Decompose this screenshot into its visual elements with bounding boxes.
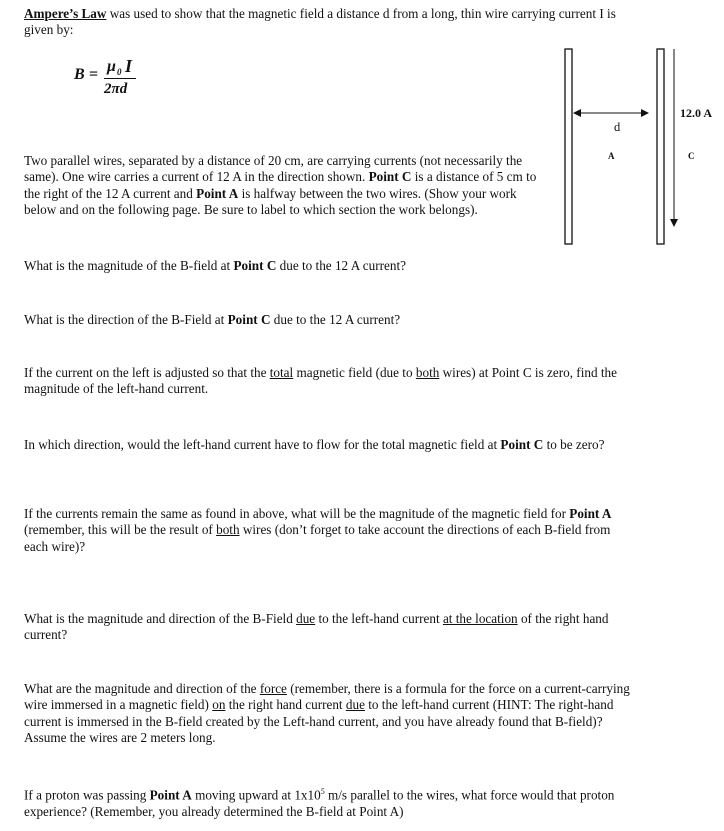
question-4 <box>24 437 649 453</box>
q7-underline-force: force <box>259 681 287 696</box>
question-8 <box>24 784 644 820</box>
setup-text-2: is a distance of 5 cm to the right of the 12 A current and <box>24 169 537 201</box>
q7-text-a: What are the magnitude and direction of the <box>24 681 260 696</box>
setup-text-1: Two parallel wires, separated by a distance of 20 cm, are carrying currents (not necessarily the same). One wire carries a current of 12 A in the direction shown. <box>24 153 523 185</box>
q4-point: Point C <box>500 437 544 452</box>
q1-point: Point C <box>233 258 277 273</box>
q5-text-b: (remember, this will be the result of <box>24 522 217 538</box>
fraction-bar <box>104 78 136 79</box>
wire-diagram <box>560 44 724 254</box>
q6-text-b: to the left-hand current <box>315 611 443 626</box>
q7-underline-due: due <box>345 697 365 713</box>
formula-denominator: 2πd <box>104 81 128 97</box>
q4-text-b: to be zero? <box>543 437 605 452</box>
q5-text-c: wires (don’t forget to take account the directions of each B-field from each wire)? <box>24 522 611 554</box>
question-2 <box>24 312 644 328</box>
q8-exponent: 5 <box>320 787 325 796</box>
question-1 <box>24 258 644 274</box>
formula-mu-sub: 0 <box>117 67 122 77</box>
formula-lhs: B <box>74 66 85 83</box>
q3-text-b: magnetic field (due to <box>293 365 416 380</box>
formula-mu: μ <box>107 58 116 75</box>
question-3 <box>24 365 639 398</box>
setup-point-c: Point C <box>368 169 412 185</box>
q4-text-a: In which direction, would the left-hand current have to flow for the total magnetic field at <box>24 437 501 452</box>
right-wire <box>657 49 664 244</box>
question-6 <box>24 611 649 644</box>
q2-point: Point C <box>227 312 271 327</box>
question-7 <box>24 681 644 747</box>
q2-text-b: due to the 12 A current? <box>270 312 401 327</box>
setup-text-3: is halfway between the two wires. (Show your work below and on the following page. Be sure to label to which section the work belongs). <box>24 185 517 218</box>
q5-text-a: If the currents remain the same as found in above, what will be the magnitude of the magnetic field for <box>24 506 570 521</box>
q8-point: Point A <box>149 787 192 803</box>
q7-text-d: to the left-hand current (HINT: The right-hand current is immersed in the B-field created by the Left-hand current, and you have already found that B-field)? Assume the wires are 2 meters long. <box>24 697 614 746</box>
q5-underline-both: both <box>216 522 240 538</box>
q6-underline-due: due <box>296 611 316 626</box>
q6-text-c: of the right hand current? <box>24 611 609 643</box>
q6-text-a: What is the magnitude and direction of the B-Field <box>24 611 297 626</box>
q3-text-a: If the current on the left is adjusted so that the <box>24 365 270 380</box>
q5-point: Point A <box>569 506 612 521</box>
q2-text-a: What is the direction of the B-Field at <box>24 312 228 327</box>
q1-text-a: What is the magnitude of the B-field at <box>24 258 234 273</box>
q6-underline-location: at the location <box>442 611 518 626</box>
q7-text-b: (remember, there is a formula for the force on a current-carrying wire immersed in a magnetic field) <box>24 681 630 713</box>
distance-label: d <box>614 120 621 134</box>
point-c-label: C <box>688 151 695 161</box>
formula-equals: = <box>89 66 99 83</box>
q7-underline-on: on <box>212 697 226 713</box>
q1-text-b: due to the 12 A current? <box>276 258 406 273</box>
q3-text-c: wires) at Point C is zero, find the magnitude of the left-hand current. <box>24 365 617 397</box>
q7-text-c: the right hand current <box>225 697 346 713</box>
setup-point-a: Point A <box>196 185 239 201</box>
setup-paragraph <box>24 153 544 219</box>
left-wire <box>565 49 572 244</box>
point-a-label: A <box>608 151 615 161</box>
law-name: Ampere’s Law <box>24 6 107 21</box>
question-5 <box>24 506 634 555</box>
q3-underline-total: total <box>269 365 294 380</box>
q8-text-b: moving upward at 1x10 <box>191 787 321 803</box>
intro-paragraph <box>24 6 624 39</box>
q3-underline-both: both <box>415 365 440 380</box>
intro-text: was used to show that the magnetic field a distance d from a long, thin wire carrying current I is given by: <box>24 6 616 38</box>
current-label: 12.0 A <box>680 106 713 120</box>
wire-diagram-svg <box>560 44 724 254</box>
formula-current: I <box>125 56 133 76</box>
q8-text-a: If a proton was passing <box>24 787 150 803</box>
q8-text-c: m/s parallel to the wires, what force would that proton experience? (Remember, you already determined the B-field at Point A) <box>24 787 615 819</box>
